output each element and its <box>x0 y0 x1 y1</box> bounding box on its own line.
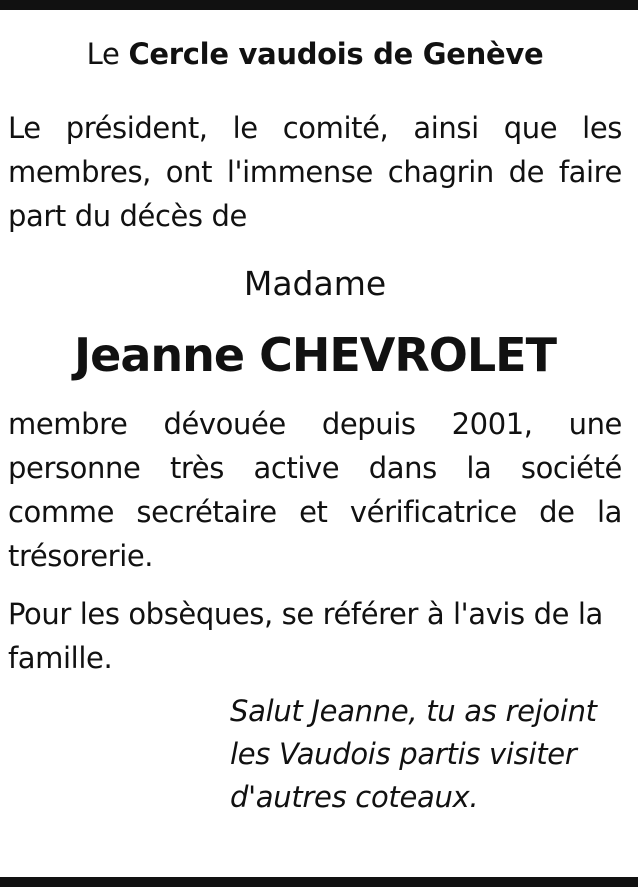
heading-prefix: Le <box>86 37 120 71</box>
obituary-notice <box>8 30 622 680</box>
tribute-paragraph: membre dévouée depuis 2001, une personne très active dans la société comme secrétaire et vérificatrice de la trésorerie. <box>8 407 622 573</box>
funeral-note: Pour les obsèques, se référer à l'avis de la famille. <box>8 597 603 675</box>
farewell-message <box>230 690 630 819</box>
deceased-name: Jeanne CHEVROLET <box>74 328 556 382</box>
farewell-line-3: d'autres coteaux. <box>230 780 479 814</box>
honorific: Madame <box>243 264 387 303</box>
bottom-border-rule <box>0 877 638 887</box>
notice-heading <box>8 30 622 78</box>
farewell-line-2: les Vaudois partis visiter <box>230 737 577 771</box>
farewell-line-1: Salut Jeanne, tu as rejoint <box>230 694 597 728</box>
intro-paragraph: Le président, le comité, ainsi que les membres, ont l'immense chagrin de faire part du décès de <box>8 111 622 233</box>
organization-name: Cercle vaudois de Genève <box>128 37 544 71</box>
top-border-rule <box>0 0 638 10</box>
